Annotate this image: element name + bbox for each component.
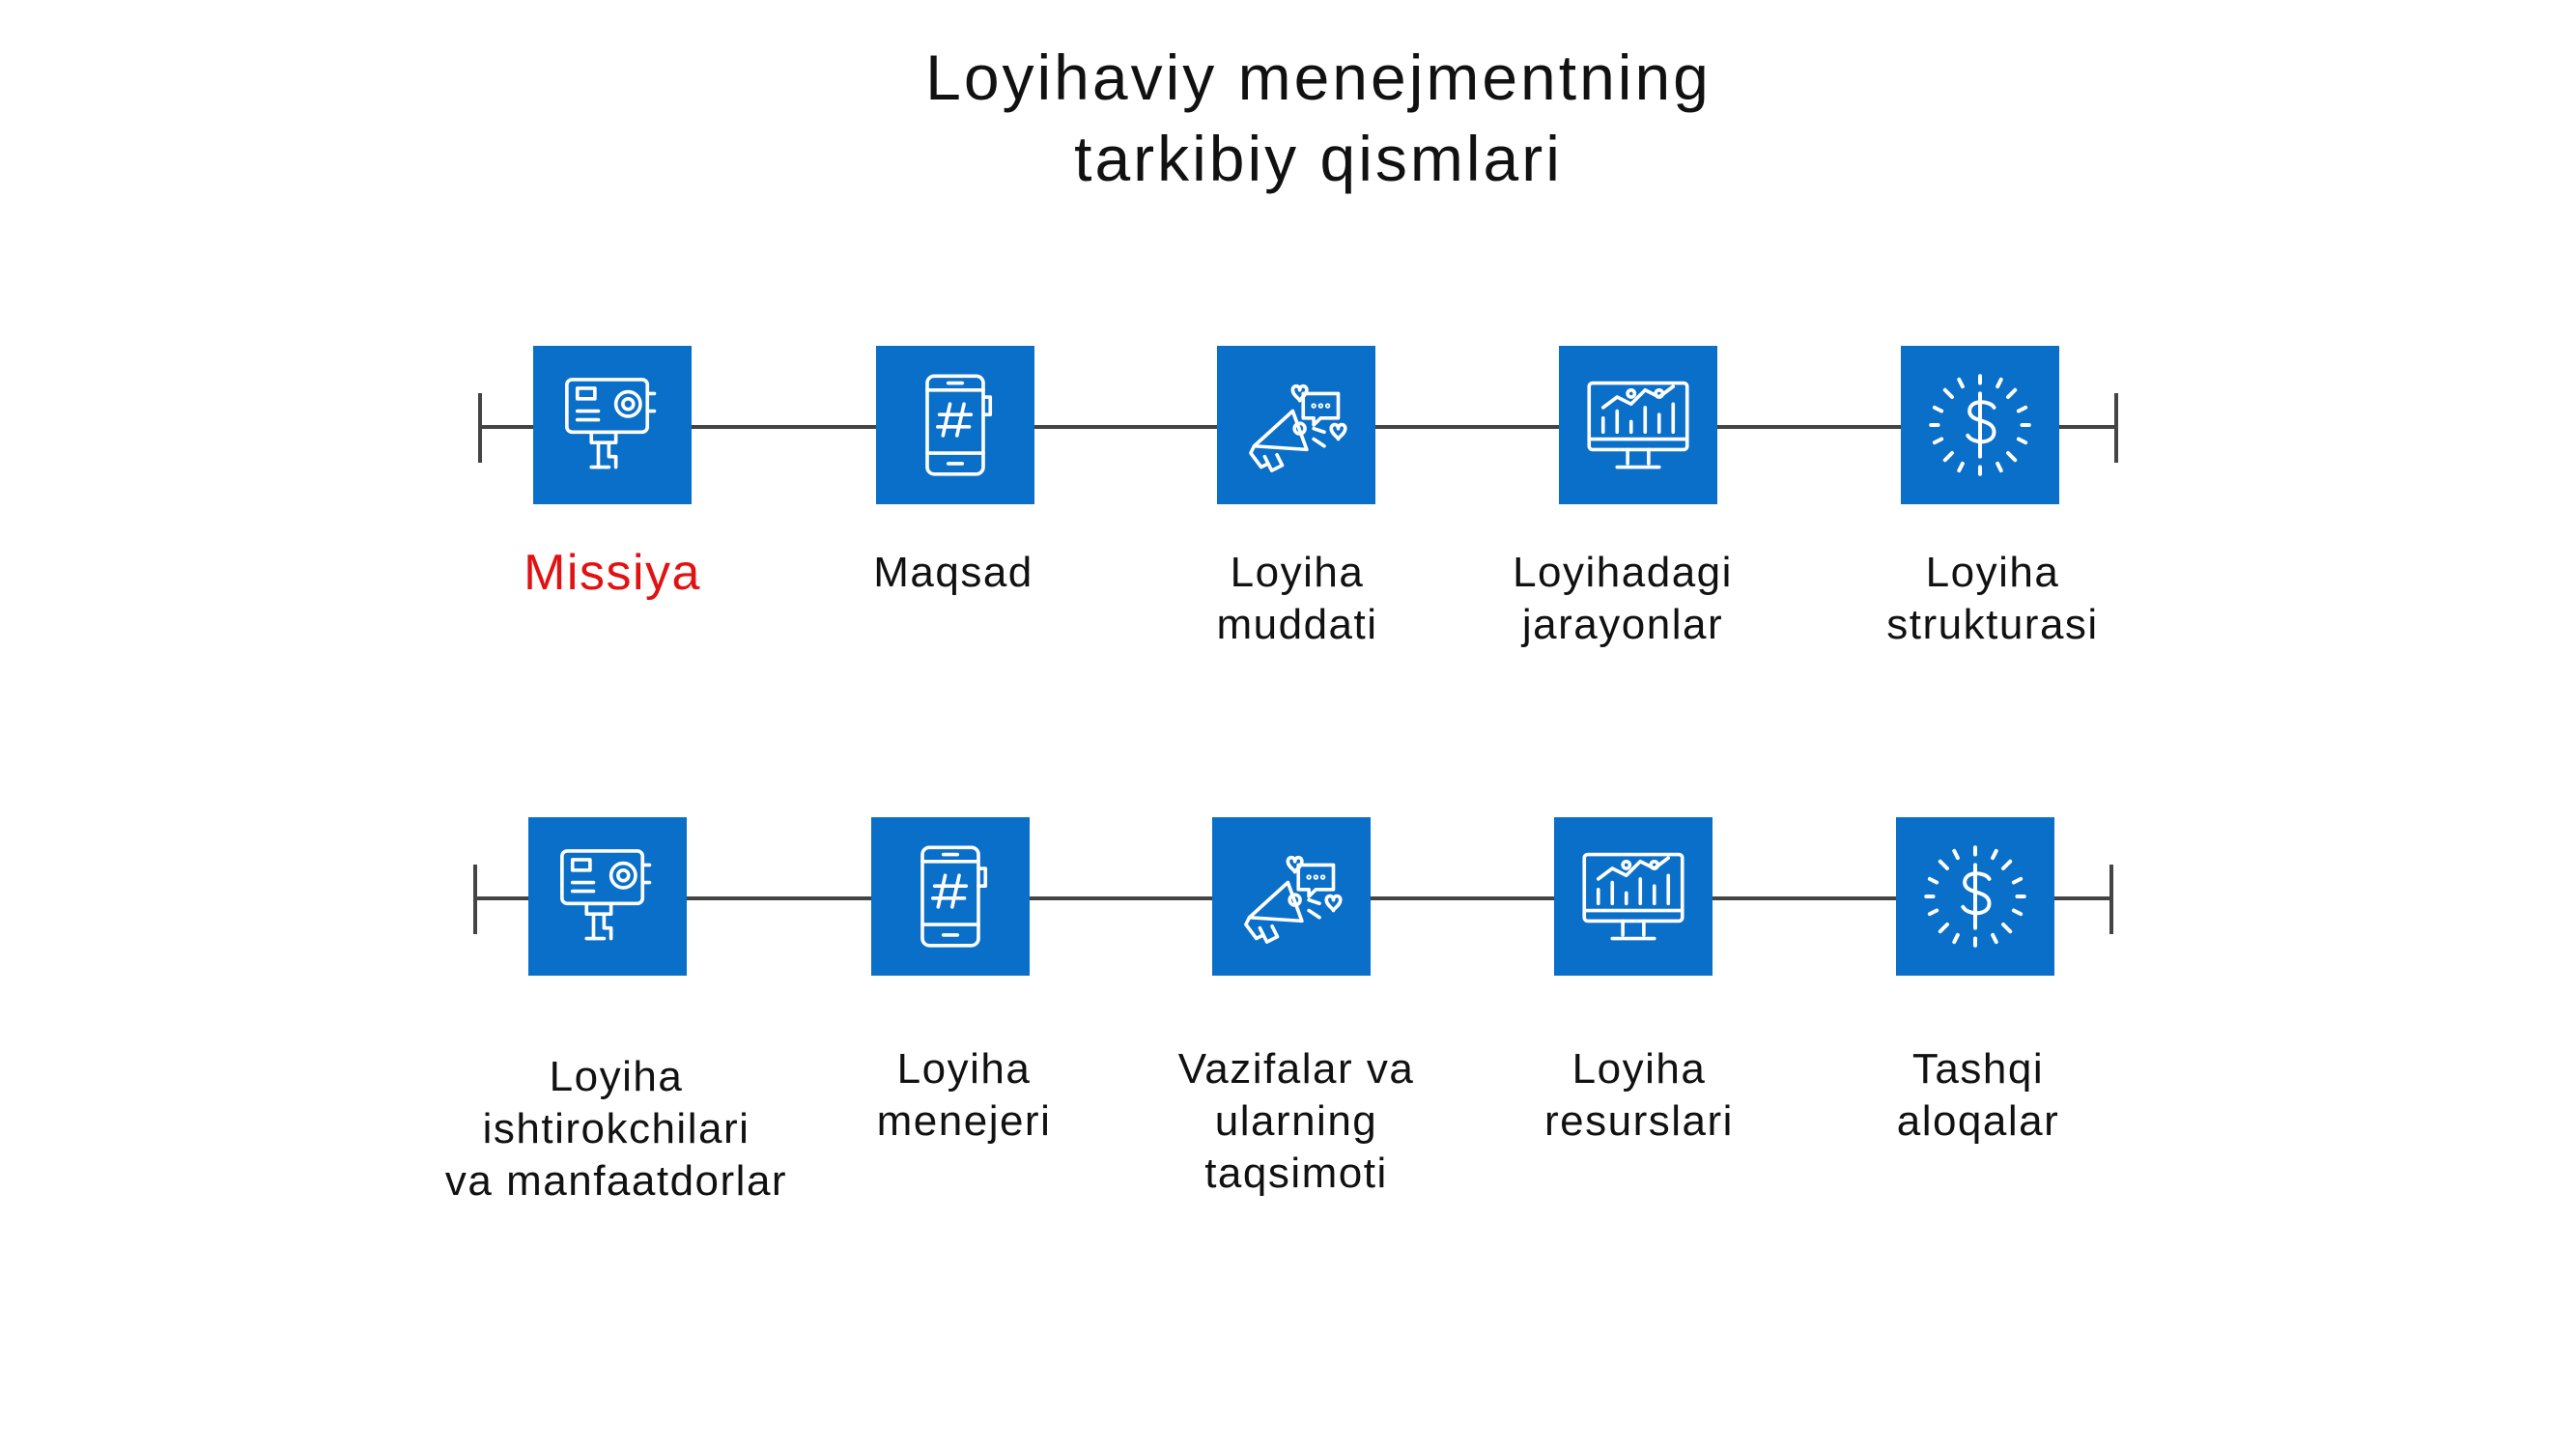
action-camera-icon [552,840,664,952]
label-line: Loyiha [1925,549,2060,596]
timeline-row-2 [0,817,2576,981]
label-line: ularning [1214,1097,1378,1145]
label-line: Loyiha [1571,1045,1707,1093]
label-line: Loyiha [896,1045,1032,1093]
label-tashqi-aloqalar [1775,1043,2181,1148]
label-loyiha-strukturasi [1790,547,2195,651]
timeline-row-1 [0,346,2576,510]
label-line: taqsimoti [1204,1150,1388,1197]
timeline-end-cap [2114,393,2118,463]
diagram-title [0,37,2576,199]
monitor-chart-icon [1577,840,1689,952]
label-line: Tashqi [1911,1045,2045,1093]
component-box-loyiha-muddati [1217,346,1375,504]
label-line: va manfaatdorlar [444,1157,788,1205]
label-line: jarayonlar [1521,601,1724,648]
component-box-loyihadagi-jarayonlar [1559,346,1717,504]
label-line: aloqalar [1896,1097,2060,1145]
label-line: menejeri [876,1097,1052,1145]
label-line: Vazifalar va [1177,1045,1415,1093]
action-camera-icon [556,369,668,481]
monitor-chart-icon [1582,369,1694,481]
timeline-start-cap [478,393,482,463]
component-box-maqsad [876,346,1034,504]
smartphone-hashtag-icon [894,840,1006,952]
label-line: Maqsad [873,549,1033,596]
label-line: resurslari [1544,1097,1734,1145]
megaphone-hearts-icon [1235,840,1347,952]
label-line: Missiya [524,545,701,601]
megaphone-hearts-icon [1240,369,1352,481]
label-line: muddati [1216,601,1378,648]
component-box-tashqi-aloqalar [1896,817,2054,976]
label-line: strukturasi [1886,601,2099,648]
component-box-vazifalar [1212,817,1371,976]
component-box-loyiha-menejeri [871,817,1030,976]
label-loyiha-ishtirokchilari [413,1051,819,1208]
timeline-start-cap [473,865,477,934]
component-box-missiya [533,346,692,504]
dollar-burst-icon [1924,369,2036,481]
label-line: Loyiha [1230,549,1365,596]
dollar-burst-icon [1919,840,2031,952]
label-loyihadagi-jarayonlar [1420,547,1826,651]
component-box-loyiha-resurslari [1554,817,1713,976]
label-line: ishtirokchilari [482,1105,750,1152]
title-line-2: tarkibiy qismlari [1074,123,1563,194]
component-box-loyiha-ishtirokchilari [528,817,687,976]
label-line: Loyihadagi [1513,549,1733,596]
smartphone-hashtag-icon [899,369,1011,481]
title-line-1: Loyihaviy menejmentning [925,42,1712,113]
timeline-end-cap [2109,865,2113,934]
label-line: Loyiha [549,1053,684,1100]
component-box-loyiha-strukturasi [1901,346,2059,504]
